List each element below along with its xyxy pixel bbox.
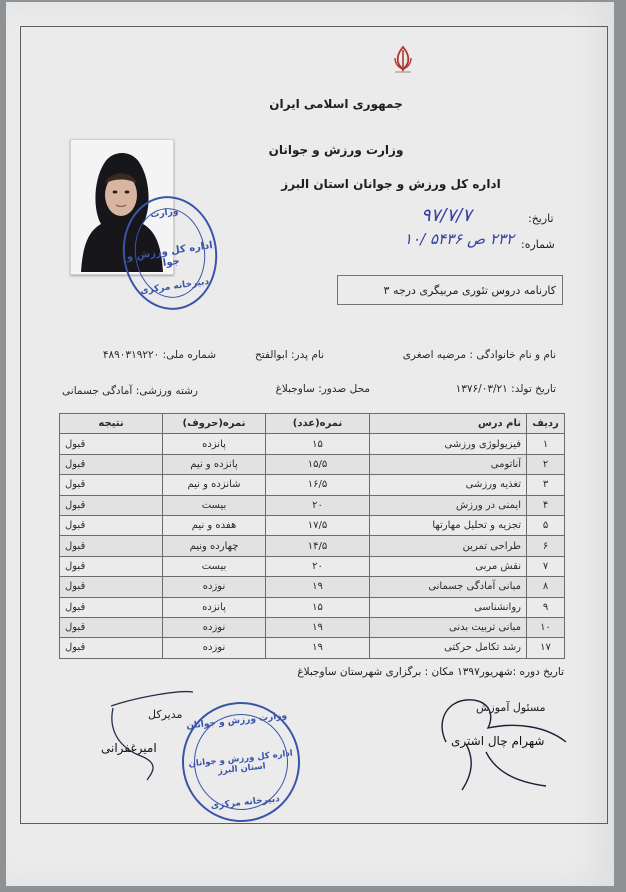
table-row (60, 638, 565, 658)
left-signature-name: امیرغفرانی (101, 741, 157, 755)
result: قبول (60, 638, 163, 658)
header-ministry: وزارت ورزش و جوانان (268, 143, 404, 157)
table-row (60, 454, 565, 474)
header-row-number: ردیف (527, 414, 565, 434)
course-name: روانشناسی (370, 597, 527, 617)
header-republic: جمهوری اسلامی ایران (269, 97, 403, 111)
issue-place: محل صدور: ساوجبلاغ (275, 383, 370, 395)
table-row (60, 434, 565, 454)
table-header-row (60, 414, 565, 434)
grade-words: شانزده و نیم (163, 475, 266, 495)
grade-words: پانزده (163, 597, 266, 617)
header-course: نام درس (370, 414, 527, 434)
grade-number: ۱۴/۵ (266, 536, 370, 556)
grade-words: پانزده (163, 434, 266, 454)
grade-words: نوزده (163, 577, 266, 597)
grade-words: هفده و نیم (163, 515, 266, 535)
table-row (60, 475, 565, 495)
grade-words: بیست (163, 495, 266, 515)
grade-words: نوزده (163, 638, 266, 658)
course-name: فیزیولوژی ورزشی (370, 434, 527, 454)
result: قبول (60, 434, 163, 454)
grade-number: ۱۹ (266, 577, 370, 597)
grade-words: نوزده (163, 617, 266, 637)
date-value: ۹۷/۷/۷ (421, 205, 472, 226)
course-name: تجزیه و تحلیل مهارتها (370, 515, 527, 535)
number-value: ۲۳۲ ص ۵۴۳۶ /۱۰ (404, 230, 515, 248)
grade-words: پانزده و نیم (163, 454, 266, 474)
result: قبول (60, 454, 163, 474)
course-name: رشد تکامل حرکتی (370, 638, 527, 658)
row-number: ۱۰ (527, 617, 565, 637)
row-number: ۵ (527, 515, 565, 535)
person-name: نام و نام خانوادگی : مرضیه اصغری (402, 349, 556, 361)
sport-field: رشته ورزشی: آمادگی جسمانی (62, 385, 198, 397)
grades-body (60, 434, 565, 658)
grades-table (59, 413, 565, 659)
course-name: ایمنی در ورزش (370, 495, 527, 515)
row-number: ۱۷ (527, 638, 565, 658)
table-row (60, 617, 565, 637)
course-name: نقش مربی (370, 556, 527, 576)
iran-emblem-icon (389, 44, 417, 74)
grade-number: ۱۵ (266, 434, 370, 454)
grade-number: ۲۰ (266, 495, 370, 515)
course-name: آناتومی (370, 454, 527, 474)
table-row (60, 536, 565, 556)
grade-words: چهارده ونیم (163, 536, 266, 556)
grade-number: ۱۹ (266, 617, 370, 637)
result: قبول (60, 515, 163, 535)
right-signature-title: مسئول آموزش (476, 701, 546, 714)
table-row (60, 597, 565, 617)
header-office: اداره کل ورزش و جوانان استان البرز (281, 177, 501, 191)
course-info: تاریخ دوره :شهریور۱۳۹۷ مکان : برگزاری شهرستان ساوجبلاغ (297, 666, 564, 678)
result: قبول (60, 495, 163, 515)
table-row (60, 556, 565, 576)
result: قبول (60, 475, 163, 495)
grade-number: ۱۹ (266, 638, 370, 658)
document-title: کارنامه دروس تئوری مربیگری درجه ۳ (337, 275, 563, 305)
national-id: شماره ملی: ۴۸۹۰۳۱۹۲۲۰ (102, 349, 216, 361)
row-number: ۶ (527, 536, 565, 556)
row-number: ۳ (527, 475, 565, 495)
grade-number: ۲۰ (266, 556, 370, 576)
grade-number: ۱۶/۵ (266, 475, 370, 495)
left-signature-title: مدیرکل (148, 708, 183, 721)
row-number: ۸ (527, 577, 565, 597)
father-name: نام پدر: ابوالفتح (255, 349, 324, 361)
course-name: تغذیه ورزشی (370, 475, 527, 495)
bottom-official-stamp: وزارت ورزش و جوانان اداره کل ورزش و جوانان استان البرز دبیرخانه مرکزی (176, 696, 306, 828)
row-number: ۱ (527, 434, 565, 454)
result: قبول (60, 577, 163, 597)
course-name: طراحی تمرین (370, 536, 527, 556)
header-result: نتیجه (60, 414, 163, 434)
result: قبول (60, 536, 163, 556)
table-row (60, 577, 565, 597)
number-label: شماره: (521, 238, 555, 251)
result: قبول (60, 617, 163, 637)
grade-number: ۱۵/۵ (266, 454, 370, 474)
row-number: ۷ (527, 556, 565, 576)
table-row (60, 495, 565, 515)
table-row (60, 515, 565, 535)
grade-number: ۱۷/۵ (266, 515, 370, 535)
result: قبول (60, 597, 163, 617)
course-name: مبانی تربیت بدنی (370, 617, 527, 637)
row-number: ۲ (527, 454, 565, 474)
grade-words: بیست (163, 556, 266, 576)
row-number: ۹ (527, 597, 565, 617)
birth-date: تاریخ تولد: ۱۳۷۶/۰۳/۲۱ (455, 383, 556, 395)
date-label: تاریخ: (528, 212, 554, 225)
left-signature-icon (101, 686, 201, 782)
document-page (6, 2, 614, 886)
course-name: مبانی آمادگی جسمانی (370, 577, 527, 597)
right-signature-name: شهرام چال اشتری (451, 734, 545, 748)
top-official-stamp: وزارت اداره کل ورزش و جوا دبیرخانه مرکزی (116, 190, 225, 316)
row-number: ۴ (527, 495, 565, 515)
grade-number: ۱۵ (266, 597, 370, 617)
header-grade-words: نمره(حروف) (163, 414, 266, 434)
right-signature-icon (426, 682, 576, 792)
header-grade-number: نمره(عدد) (266, 414, 370, 434)
result: قبول (60, 556, 163, 576)
